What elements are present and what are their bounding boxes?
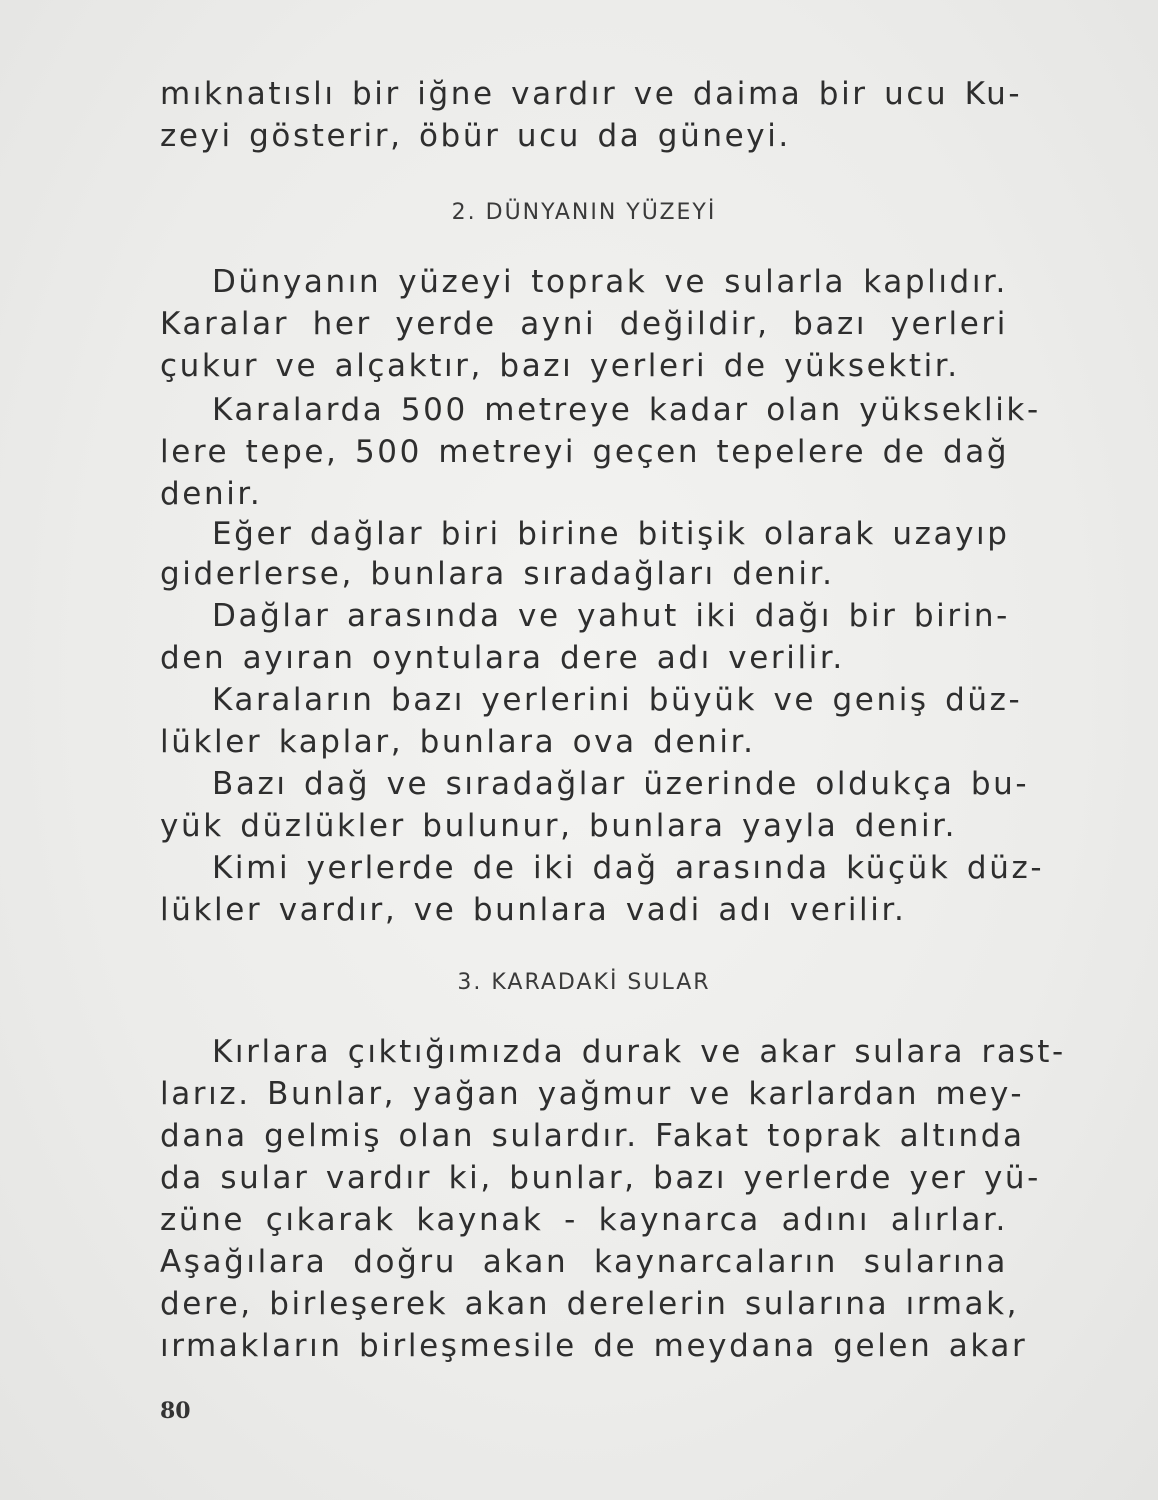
text-line: Karalarda 500 metreye kadar olan yükseklik-: [212, 392, 1041, 428]
text-line: den ayıran oyntulara dere adı verilir.: [160, 640, 845, 676]
text-line: çukur ve alçaktır, bazı yerleri de yüksektir.: [160, 348, 960, 384]
text-line: Dağlar arasında ve yahut iki dağı bir birin-: [212, 598, 1010, 634]
text-line: larız. Bunlar, yağan yağmur ve karlardan mey-: [160, 1076, 1025, 1112]
text-line: Karaların bazı yerlerini büyük ve geniş düz-: [212, 682, 1023, 718]
text-line: Aşağılara doğru akan kaynarcaların sularına: [160, 1244, 1008, 1280]
text-line: Dünyanın yüzeyi toprak ve sularla kaplıdır.: [212, 264, 1008, 300]
text-line: Bazı dağ ve sıradağlar üzerinde oldukça bu-: [212, 766, 1030, 802]
page-number: 80: [160, 1398, 191, 1424]
text-line: zeyi gösterir, öbür ucu da güneyi.: [160, 118, 791, 154]
section-heading: 2. DÜNYANIN YÜZEYİ: [451, 200, 717, 225]
text-line: da sular vardır ki, bunlar, bazı yerlerde yer yü-: [160, 1160, 1041, 1196]
text-line: denir.: [160, 476, 263, 512]
text-line: dana gelmiş olan sulardır. Fakat toprak altında: [160, 1118, 1025, 1154]
text-line: yük düzlükler bulunur, bunlara yayla denir.: [160, 808, 958, 844]
text-line: Kimi yerlerde de iki dağ arasında küçük düz-: [212, 850, 1045, 886]
text-line: züne çıkarak kaynak - kaynarca adını alırlar.: [160, 1202, 1008, 1238]
text-line: Karalar her yerde ayni değildir, bazı yerleri: [160, 306, 1008, 342]
text-line: lükler kaplar, bunlara ova denir.: [160, 724, 756, 760]
text-line: dere, birleşerek akan derelerin sularına ırmak,: [160, 1286, 1020, 1322]
text-line: lükler vardır, ve bunlara vadi adı verilir.: [160, 892, 907, 928]
text-line: giderlerse, bunlara sıradağları denir.: [160, 556, 835, 592]
text-line: Kırlara çıktığımızda durak ve akar sulara rast-: [212, 1034, 1066, 1070]
text-line: Eğer dağlar biri birine bitişik olarak uzayıp: [212, 516, 1010, 552]
section-heading: 3. KARADAKİ SULAR: [457, 970, 711, 995]
text-line: mıknatıslı bir iğne vardır ve daima bir ucu Ku-: [160, 76, 1023, 112]
text-line: ırmakların birleşmesile de meydana gelen akar: [160, 1328, 1028, 1364]
text-line: lere tepe, 500 metreyi geçen tepelere de dağ: [160, 434, 1010, 470]
